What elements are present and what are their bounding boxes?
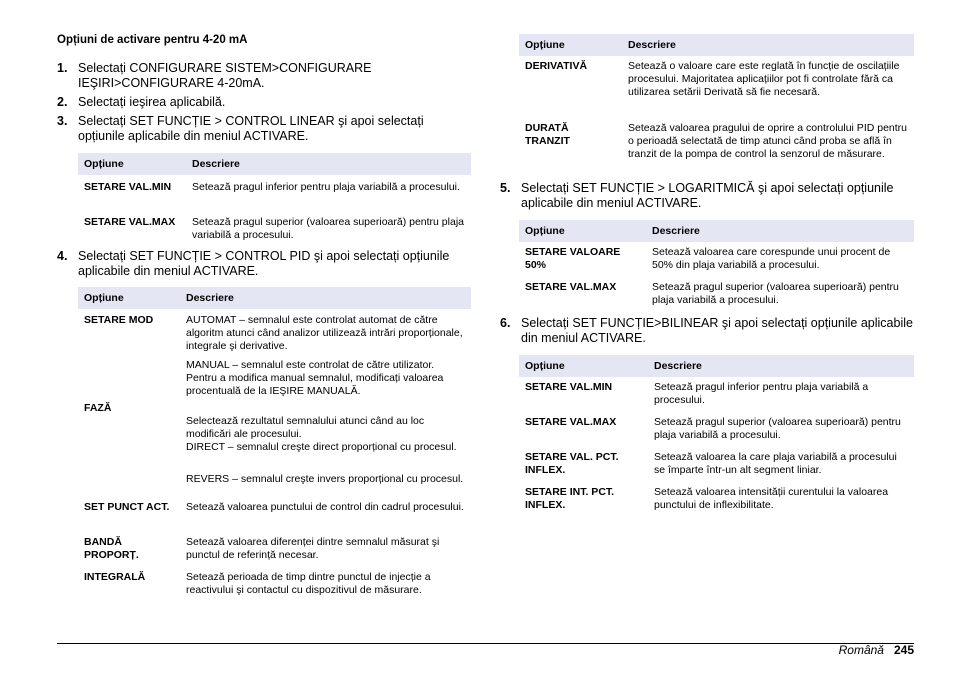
option-cell: SETARE VAL.MAX bbox=[525, 416, 617, 428]
option-cell: SETARE VAL.MIN bbox=[84, 181, 172, 193]
description-text: Setează valoarea pragului de oprire a controlului PID pentru o perioadă selectată de timp atunci când proba se află în tranzit de la pompa de control la senzorul de măsurare. bbox=[628, 122, 908, 160]
step-text: Selectați SET FUNCȚIE > LOGARITMICĂ şi apoi selectați opțiunile aplicabile din meniul ACTIVARE. bbox=[521, 181, 894, 210]
description-text: Setează valoarea diferenței dintre semnalul măsurat şi punctul de referință necesar. bbox=[186, 536, 440, 561]
table-header-row bbox=[519, 355, 914, 377]
table-header-row bbox=[519, 220, 914, 242]
option-column-header: Opțiune bbox=[519, 355, 648, 377]
option-cell: BANDĂ PROPORȚ. bbox=[84, 536, 139, 561]
pid-options-table bbox=[78, 287, 471, 597]
description-cell bbox=[186, 210, 471, 242]
description-text: Setează valoarea la care plaja variabilă a procesului se împarte într-un alt segment liniar. bbox=[654, 451, 897, 476]
table-row bbox=[519, 449, 914, 484]
table-row bbox=[519, 377, 914, 414]
description-text: Setează perioada de timp dintre punctul de injecție a reactivului şi contactul cu dispozitivul de măsurare. bbox=[186, 571, 431, 596]
step-text: Selectați ieşirea aplicabilă. bbox=[78, 95, 226, 109]
table-row bbox=[519, 414, 914, 449]
step-text: Selectați SET FUNCȚIE > CONTROL PID şi apoi selectați opțiunile aplicabile din meniul ACTIVARE. bbox=[78, 249, 450, 278]
option-cell: DERIVATIVĂ bbox=[525, 60, 588, 72]
description-text: AUTOMAT – semnalul este controlat automat de către algoritm atunci când analizor utilizează intrări proporționale, integrale şi derivative. bbox=[186, 314, 463, 352]
step-text: Selectați SET FUNCȚIE>BILINEAR şi apoi selectați opțiunile aplicabile din meniul ACTIVARE. bbox=[521, 316, 913, 345]
description-cell bbox=[186, 175, 471, 210]
description-cell bbox=[180, 399, 471, 499]
description-cell bbox=[648, 377, 914, 414]
description-column-header: Descriere bbox=[186, 153, 471, 175]
description-column-header: Descriere bbox=[648, 355, 914, 377]
description-cell bbox=[622, 122, 914, 161]
option-column-header: Opțiune bbox=[78, 153, 186, 175]
option-cell: SETARE MOD bbox=[84, 314, 154, 326]
description-cell bbox=[648, 449, 914, 484]
option-cell: FAZĂ bbox=[84, 402, 112, 414]
table-row bbox=[78, 569, 471, 597]
description-text: Setează valoarea intensității curentului la valoarea punctului de inflexibilitate. bbox=[654, 486, 889, 511]
description-text: MANUAL – semnalul este controlat de către utilizator. Pentru a modifica manual semnalul, modificați valoarea procentuală de la IEŞIRE MANUALĂ. bbox=[186, 359, 444, 397]
step-number: 2. bbox=[57, 95, 68, 109]
description-text: Setează valoarea care corespunde unui procent de 50% din plaja variabilă a procesului. bbox=[652, 246, 891, 271]
description-text: REVERS – semnalul creşte invers proporțional cu procesul. bbox=[186, 473, 464, 485]
description-text: Setează o valoare care este reglată în funcție de oscilațiile procesului. Majoritatea aplicațiilor pot fi controlate fără ca utilizarea setării Derivată să fie necesară. bbox=[628, 60, 900, 98]
table-header-row bbox=[78, 287, 471, 309]
description-text: Setează pragul superior (valoarea superioară) pentru plaja variabilă a procesului. bbox=[652, 281, 899, 306]
description-cell bbox=[648, 414, 914, 449]
description-cell bbox=[180, 569, 471, 597]
step-number: 1. bbox=[57, 61, 68, 75]
table-header-row bbox=[78, 153, 471, 175]
description-cell bbox=[646, 279, 914, 307]
description-text: Setează pragul inferior pentru plaja variabilă a procesului. bbox=[192, 181, 460, 193]
description-cell bbox=[180, 534, 471, 569]
table-row bbox=[78, 534, 471, 569]
description-text: Setează pragul superior (valoarea superioară) pentru plaja variabilă a procesului. bbox=[192, 216, 464, 241]
option-column-header: Opțiune bbox=[519, 220, 646, 242]
table-row bbox=[519, 56, 914, 122]
step-text: Selectați SET FUNCȚIE > CONTROL LINEAR şi apoi selectați opțiunile aplicabile din meniul ACTIVARE. bbox=[78, 114, 424, 143]
bilinear-options-table bbox=[519, 355, 914, 512]
option-cell: SETARE INT. PCT. INFLEX. bbox=[525, 486, 615, 511]
table-row bbox=[519, 122, 914, 161]
table-row bbox=[78, 309, 471, 399]
table-row bbox=[78, 399, 471, 499]
table-row bbox=[519, 242, 914, 279]
pid-options-table-continued bbox=[519, 34, 914, 161]
step-text: Selectați CONFIGURARE SISTEM>CONFIGURARE IEŞIRI>CONFIGURARE 4-20mA. bbox=[78, 61, 372, 90]
description-text: Selectează rezultatul semnalului atunci când au loc modificări ale procesului. DIRECT – semnalul creşte direct proporțional cu procesul. bbox=[186, 415, 457, 453]
description-cell bbox=[648, 484, 914, 512]
table-header-row bbox=[519, 34, 914, 56]
table-row bbox=[78, 175, 471, 210]
option-cell: SETARE VALOARE 50% bbox=[525, 246, 621, 271]
table-row bbox=[78, 210, 471, 242]
step-number: 3. bbox=[57, 114, 68, 128]
section-heading: Opțiuni de activare pentru 4-20 mA bbox=[57, 34, 248, 46]
footer-rule bbox=[57, 643, 914, 644]
option-cell: SETARE VAL.MAX bbox=[525, 281, 617, 293]
option-column-header: Opțiune bbox=[78, 287, 180, 309]
option-cell: SETARE VAL. PCT. INFLEX. bbox=[525, 451, 619, 476]
table-row bbox=[519, 279, 914, 307]
description-text: Setează valoarea punctului de control din cadrul procesului. bbox=[186, 501, 464, 513]
step-number: 4. bbox=[57, 249, 68, 263]
option-cell: SETARE VAL.MAX bbox=[84, 216, 176, 228]
page-footer bbox=[839, 642, 914, 658]
page-number: 245 bbox=[893, 643, 914, 657]
step-number: 6. bbox=[500, 316, 511, 330]
description-cell bbox=[646, 242, 914, 279]
description-text: Setează pragul superior (valoarea superioară) pentru plaja variabilă a procesului. bbox=[654, 416, 901, 441]
description-column-header: Descriere bbox=[646, 220, 914, 242]
table-row bbox=[519, 484, 914, 512]
option-cell: SETARE VAL.MIN bbox=[525, 381, 613, 393]
description-column-header: Descriere bbox=[180, 287, 471, 309]
description-column-header: Descriere bbox=[622, 34, 914, 56]
footer-language: Română bbox=[838, 643, 884, 657]
option-column-header: Opțiune bbox=[519, 34, 622, 56]
description-cell bbox=[180, 309, 471, 399]
description-cell bbox=[180, 499, 471, 534]
description-text: Setează pragul inferior pentru plaja variabilă a procesului. bbox=[654, 381, 869, 406]
option-cell: SET PUNCT ACT. bbox=[84, 501, 170, 513]
linear-options-table bbox=[78, 153, 471, 242]
logarithmic-options-table bbox=[519, 220, 914, 307]
table-row bbox=[78, 499, 471, 534]
description-cell bbox=[622, 56, 914, 122]
option-cell: DURATĂ TRANZIT bbox=[525, 122, 570, 147]
step-number: 5. bbox=[500, 181, 511, 195]
option-cell: INTEGRALĂ bbox=[84, 571, 146, 583]
